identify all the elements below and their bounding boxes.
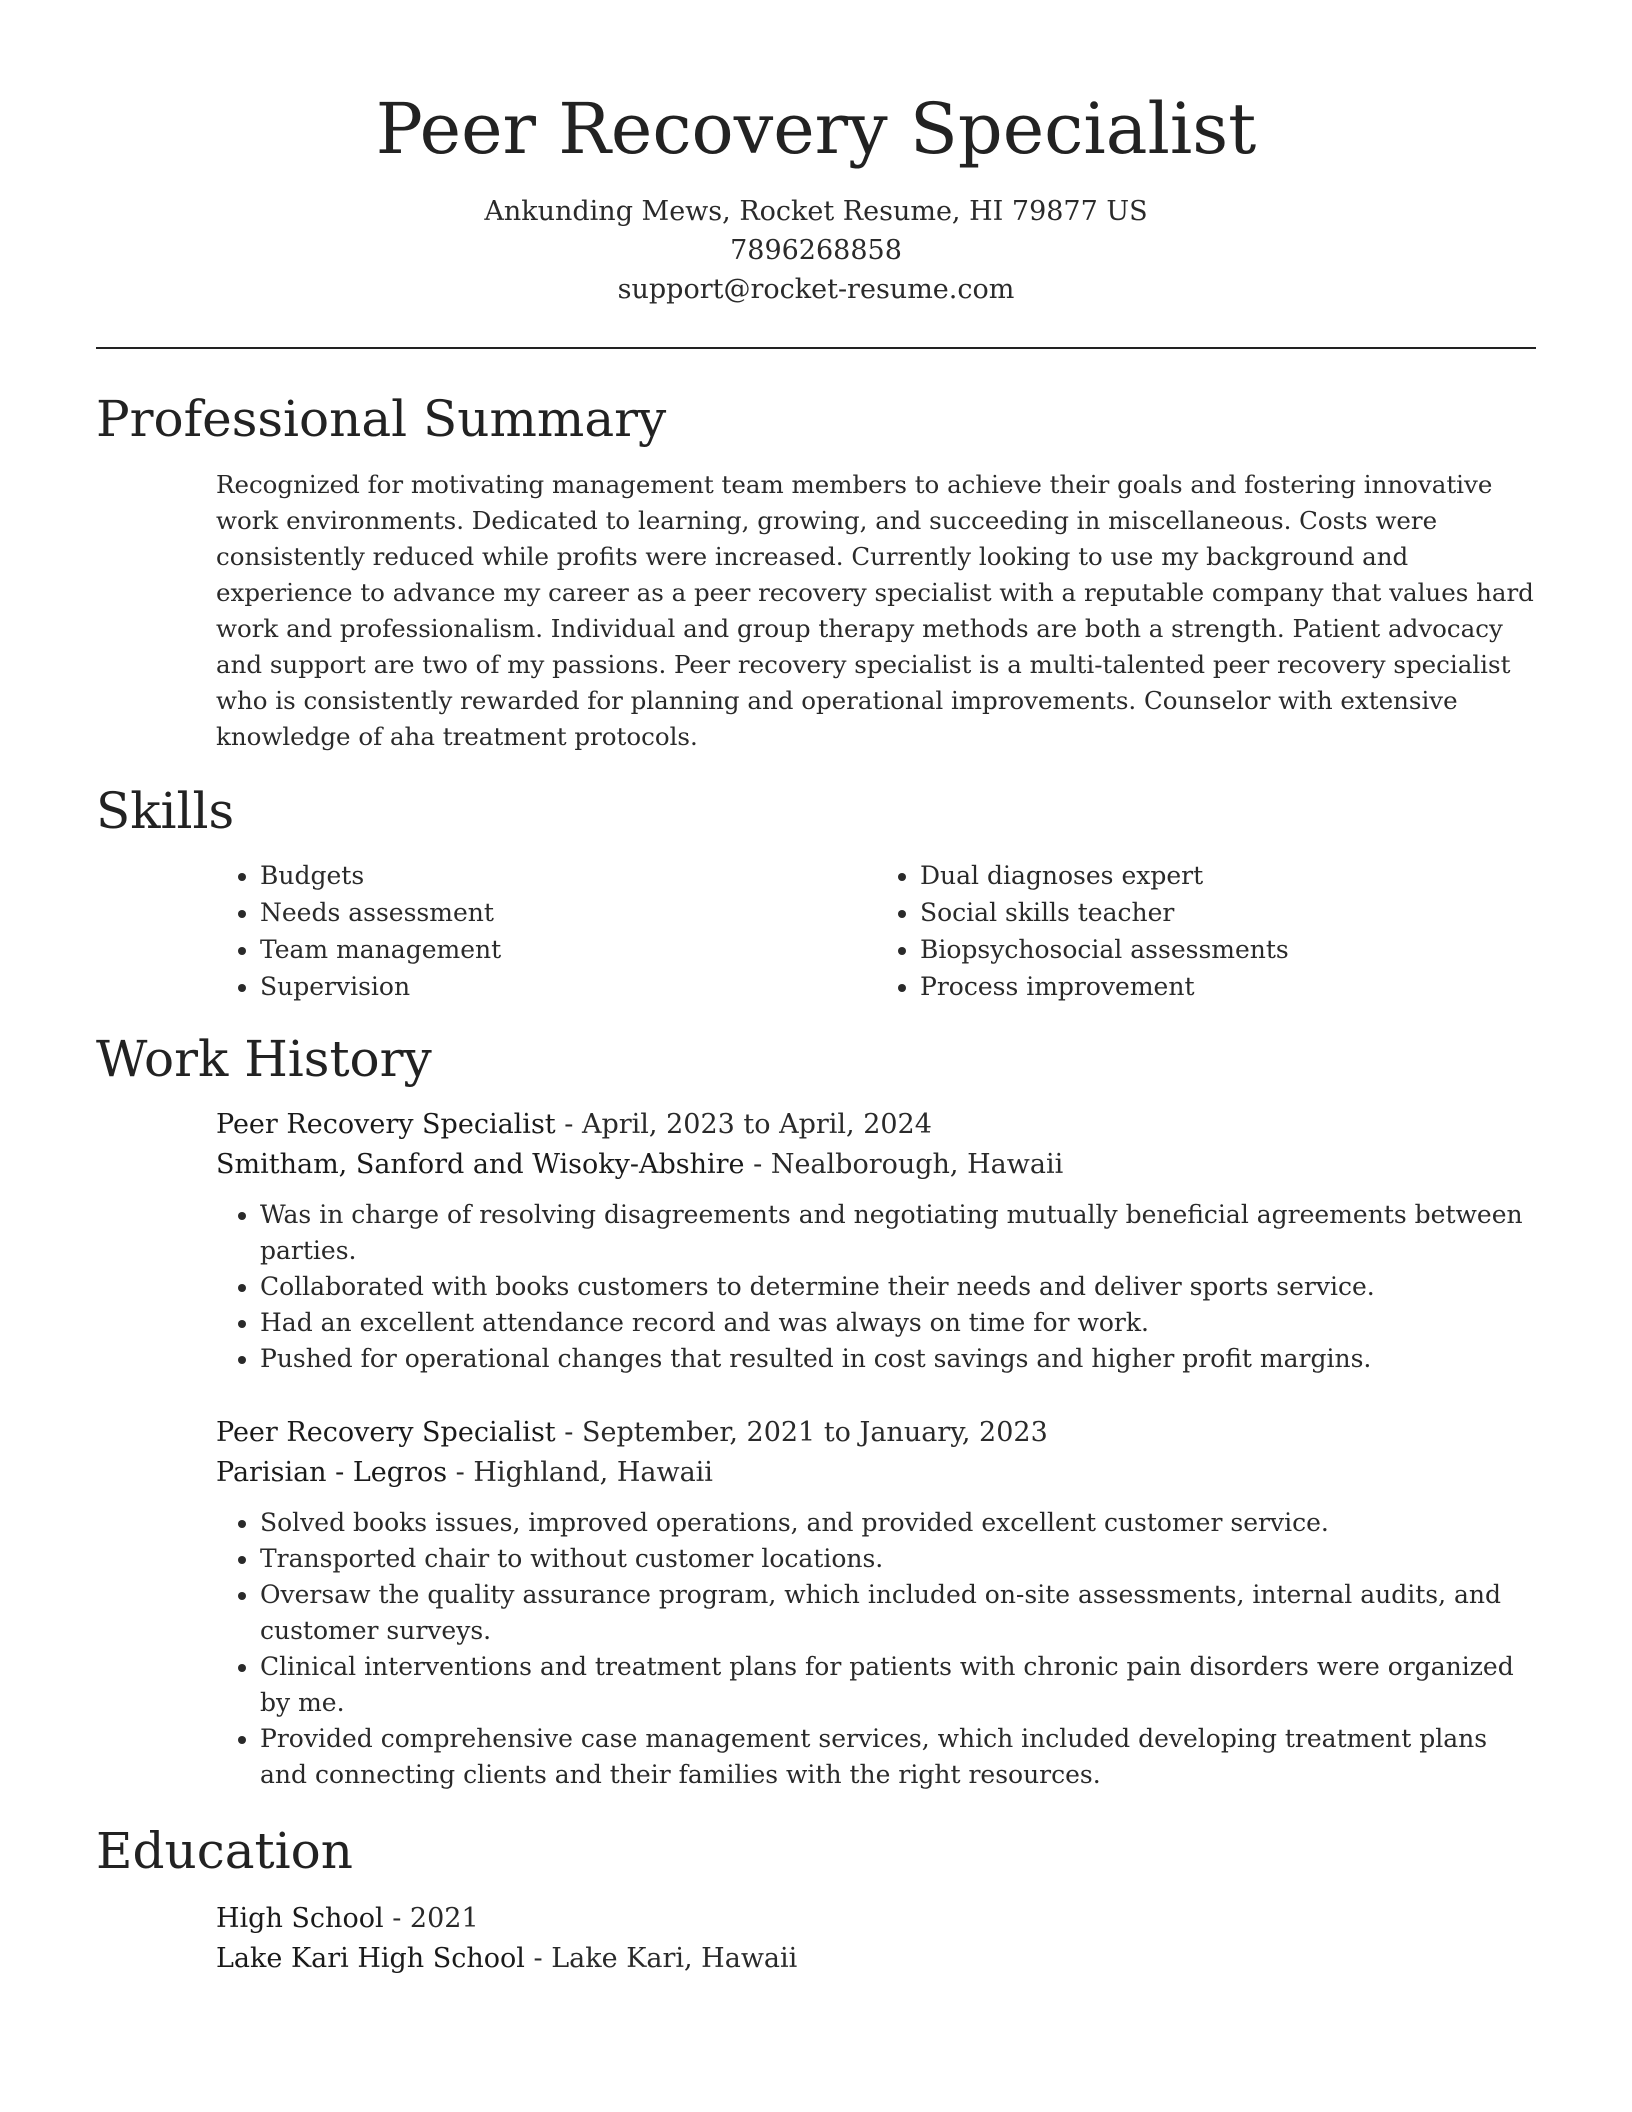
education-heading: Education xyxy=(96,1822,353,1880)
summary-heading: Professional Summary xyxy=(96,390,667,448)
job-bullet: • Was in charge of resolving disagreements and negotiating mutually beneficial agreements between parties. xyxy=(260,1197,1536,1269)
skills-column-left xyxy=(216,857,876,1005)
skill-item: • Needs assessment xyxy=(260,894,876,931)
education-year: 2021 xyxy=(409,1903,479,1934)
separator: - xyxy=(564,1417,582,1448)
skill-item: • Process improvement xyxy=(920,968,1536,1005)
job-company: Parisian - Legros xyxy=(216,1457,448,1488)
skills-heading: Skills xyxy=(96,782,235,840)
separator: - xyxy=(753,1149,771,1180)
job-entry xyxy=(216,1105,1536,1377)
job-location: Nealborough, Hawaii xyxy=(770,1149,1064,1180)
job-company-line xyxy=(216,1145,1536,1185)
phone: 7896268858 xyxy=(730,235,902,266)
job-role-line xyxy=(216,1105,1536,1145)
job-bullet: • Oversaw the quality assurance program, which included on-site assessments, internal audits, and customer surveys. xyxy=(260,1577,1536,1649)
job-bullet: • Transported chair to without customer locations. xyxy=(260,1541,1536,1577)
job-bullets xyxy=(216,1505,1536,1793)
contact-block xyxy=(0,192,1632,309)
job-bullet: • Clinical interventions and treatment plans for patients with chronic pain disorders were organized by me. xyxy=(260,1649,1536,1721)
job-company-line xyxy=(216,1453,1536,1493)
separator: - xyxy=(533,1943,552,1974)
education-school-line xyxy=(216,1939,1536,1979)
job-entry xyxy=(216,1413,1536,1793)
education-degree: High School xyxy=(216,1903,384,1934)
job-bullet: • Had an excellent attendance record and was always on time for work. xyxy=(260,1305,1536,1341)
job-dates: September, 2021 to January, 2023 xyxy=(581,1417,1048,1448)
work-history-heading: Work History xyxy=(96,1030,432,1088)
education-location: Lake Kari, Hawaii xyxy=(551,1943,798,1974)
job-dates: April, 2023 to April, 2024 xyxy=(581,1109,932,1140)
job-bullet: • Collaborated with books customers to determine their needs and deliver sports service. xyxy=(260,1269,1536,1305)
job-role: Peer Recovery Specialist xyxy=(216,1109,556,1140)
skill-item: • Dual diagnoses expert xyxy=(920,857,1536,894)
email: support@rocket-resume.com xyxy=(617,274,1015,305)
job-bullet: • Pushed for operational changes that resulted in cost savings and higher profit margins. xyxy=(260,1341,1536,1377)
education-entry xyxy=(216,1899,1536,1979)
job-bullet: • Solved books issues, improved operations, and provided excellent customer service. xyxy=(260,1505,1536,1541)
separator: - xyxy=(455,1457,474,1488)
skill-item: • Social skills teacher xyxy=(920,894,1536,931)
address: Ankunding Mews, Rocket Resume, HI 79877 US xyxy=(484,196,1148,227)
job-bullets xyxy=(216,1197,1536,1377)
separator: - xyxy=(392,1903,410,1934)
education-school: Lake Kari High School xyxy=(216,1943,525,1974)
education-degree-line xyxy=(216,1899,1536,1939)
header-divider xyxy=(96,347,1536,349)
job-company: Smitham, Sanford and Wisoky-Abshire xyxy=(216,1149,745,1180)
job-bullet: • Provided comprehensive case management services, which included developing treatment plans and connecting clients and their families with the right resources. xyxy=(260,1721,1536,1793)
job-role: Peer Recovery Specialist xyxy=(216,1417,556,1448)
skills-column-right xyxy=(876,857,1536,1005)
candidate-title: Peer Recovery Specialist xyxy=(375,88,1257,170)
skill-item: • Team management xyxy=(260,931,876,968)
job-location: Highland, Hawaii xyxy=(473,1457,713,1488)
skill-item: • Budgets xyxy=(260,857,876,894)
resume-header xyxy=(0,0,1632,309)
skill-item: • Biopsychosocial assessments xyxy=(920,931,1536,968)
separator: - xyxy=(564,1109,582,1140)
job-role-line xyxy=(216,1413,1536,1453)
skill-item: • Supervision xyxy=(260,968,876,1005)
summary-text: Recognized for motivating management team members to achieve their goals and fostering innovative work environments. Dedicated to learning, growing, and succeeding in miscellaneous. Costs were consistently reduced while profits were increased. Currently looking to use my background and experience to advance my career as a peer recovery specialist with a reputable company that values hard work and professionalism. Individual and group therapy methods are both a strength. Patient advocacy and support are two of my passions. Peer recovery specialist is a multi-talented peer recovery specialist who is consistently rewarded for planning and operational improvements. Counselor with extensive knowledge of aha treatment protocols. xyxy=(216,470,1534,751)
skills-list xyxy=(216,857,1536,1005)
